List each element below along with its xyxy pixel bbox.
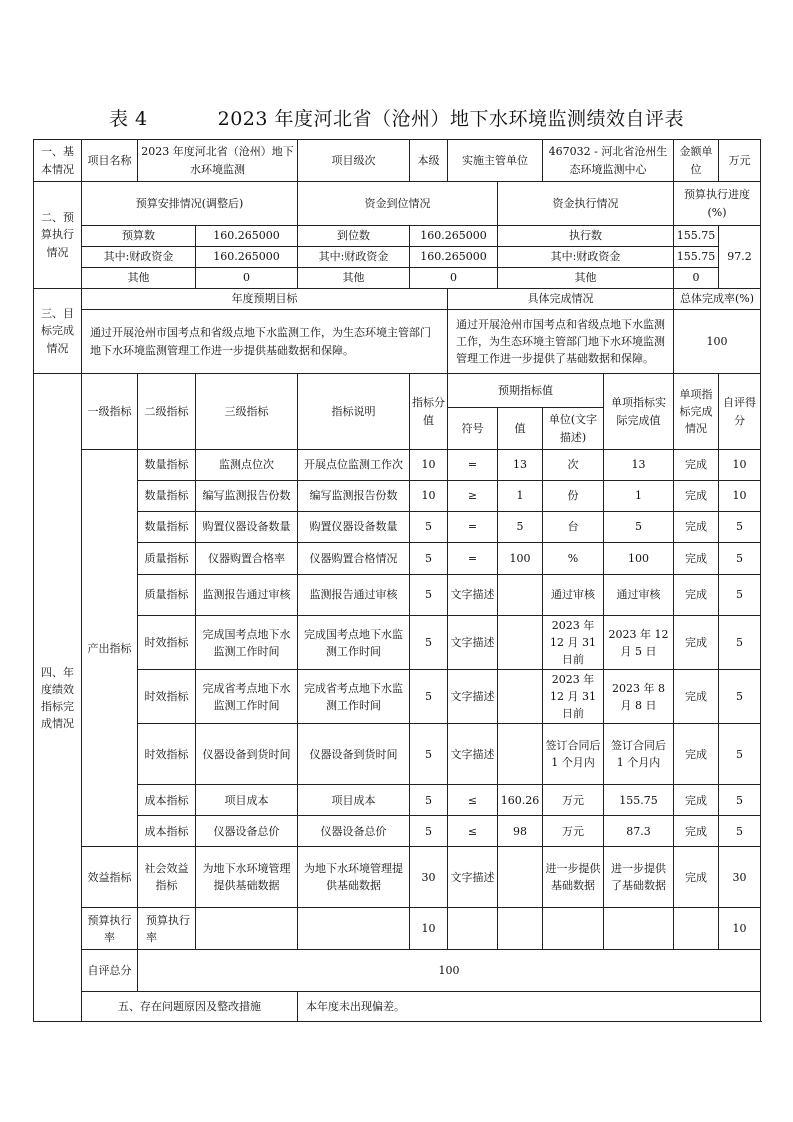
row-score: 5: [719, 785, 761, 816]
budget-arrive-header: 资金到位情况: [298, 182, 498, 226]
row-l3: 购置仪器设备数量: [196, 512, 298, 543]
row-desc: 监测报告通过审核: [298, 575, 410, 616]
row-symbol: =: [448, 543, 498, 575]
row-l2: 数量指标: [138, 450, 196, 481]
row-score: 5: [719, 670, 761, 724]
row-l2: 时效指标: [138, 670, 196, 724]
row-unit: 进一步提供基础数据: [543, 847, 604, 908]
row-value: 1: [498, 481, 543, 512]
row-unit: 份: [543, 481, 604, 512]
header-score: 自评得分: [719, 374, 761, 450]
row-desc: 完成省考点地下水监测工作时间: [298, 670, 410, 724]
row-l2: 质量指标: [138, 543, 196, 575]
budget-row-label: 其他: [298, 268, 410, 289]
unit-label: 金额单位: [674, 140, 719, 182]
row-value: 98: [498, 816, 543, 847]
section-performance: 四、年度绩效指标完成情况: [34, 374, 82, 1022]
row-weight: 10: [410, 908, 448, 950]
row-unit: 2023 年 12 月 31 日前: [543, 616, 604, 670]
row-actual: 1: [604, 481, 674, 512]
header-symbol: 符号: [448, 408, 498, 450]
header-status: 单项指标完成情况: [674, 374, 719, 450]
row-score: 10: [719, 908, 761, 950]
goal-expected: 通过开展沧州市国考点和省级点地下水监测工作，为生态环境主管部门地下水环境监测管理工作进一步提供基础数据和保障。: [82, 310, 448, 374]
row-score: 5: [719, 724, 761, 785]
row-unit: 签订合同后 1 个月内: [543, 724, 604, 785]
row-status: 完成: [674, 816, 719, 847]
row-l3: 编写监测报告份数: [196, 481, 298, 512]
row-l2: 成本指标: [138, 816, 196, 847]
row-symbol: ≤: [448, 816, 498, 847]
goal-actual: 通过开展沧州市国考点和省级点地下水监测工作，为生态环境主管部门地下水环境监测管理工作进一步提供了基础数据和保障。: [448, 310, 674, 374]
header-desc: 指标说明: [298, 374, 410, 450]
budget-row-value: 0: [674, 268, 719, 289]
budget-progress: 97.2: [719, 226, 761, 289]
project-name: 2023 年度河北省（沧州）地下水环境监测: [138, 140, 298, 182]
row-unit: %: [543, 543, 604, 575]
budget-row-label: 执行数: [498, 226, 674, 247]
row-actual: 155.75: [604, 785, 674, 816]
budget-rate-group: 预算执行率: [82, 908, 138, 950]
row-l3: 为地下水环境管理提供基础数据: [196, 847, 298, 908]
row-status: 完成: [674, 724, 719, 785]
header-l3: 三级指标: [196, 374, 298, 450]
row-status: 完成: [674, 847, 719, 908]
row-weight: 30: [410, 847, 448, 908]
row-status: 完成: [674, 543, 719, 575]
header-l2: 二级指标: [138, 374, 196, 450]
row-symbol: 文字描述: [448, 847, 498, 908]
dept-label: 实施主管单位: [448, 140, 543, 182]
row-l3: 监测点位次: [196, 450, 298, 481]
row-score: 10: [719, 481, 761, 512]
row-l2: 社会效益指标: [138, 847, 196, 908]
row-weight: 5: [410, 543, 448, 575]
row-symbol: =: [448, 450, 498, 481]
row-desc: 项目成本: [298, 785, 410, 816]
section-budget: 二、预算执行情况: [34, 182, 82, 289]
budget-row-label: 其中:财政资金: [498, 247, 674, 268]
row-weight: 5: [410, 575, 448, 616]
row-actual: 87.3: [604, 816, 674, 847]
effect-group: 效益指标: [82, 847, 138, 908]
budget-row-value: 0: [196, 268, 298, 289]
row-value: [498, 616, 543, 670]
budget-row-value: 155.75: [674, 226, 719, 247]
row-desc: 编写监测报告份数: [298, 481, 410, 512]
section-goal: 三、目标完成情况: [34, 289, 82, 374]
budget-progress-header: 预算执行进度(%): [674, 182, 761, 226]
row-l2: 数量指标: [138, 481, 196, 512]
header-expected: 预期指标值: [448, 374, 604, 408]
row-unit: 万元: [543, 816, 604, 847]
row-symbol: 文字描述: [448, 724, 498, 785]
row-unit: 万元: [543, 785, 604, 816]
row-weight: 5: [410, 785, 448, 816]
dept: 467032 - 河北省沧州生态环境监测中心: [543, 140, 674, 182]
row-value: 100: [498, 543, 543, 575]
budget-row-value: 160.265000: [196, 226, 298, 247]
project-level-label: 项目级次: [298, 140, 410, 182]
row-l3: 仪器设备到货时间: [196, 724, 298, 785]
row-value: 13: [498, 450, 543, 481]
budget-row-label: 其中:财政资金: [82, 247, 196, 268]
row-symbol: 文字描述: [448, 616, 498, 670]
row-symbol: 文字描述: [448, 575, 498, 616]
goal-expected-header: 年度预期目标: [82, 289, 448, 310]
budget-row-label: 预算数: [82, 226, 196, 247]
row-l2: 成本指标: [138, 785, 196, 816]
row-status: 完成: [674, 785, 719, 816]
goal-rate: 100: [674, 310, 761, 374]
header-value: 值: [498, 408, 543, 450]
row-weight: 10: [410, 481, 448, 512]
total-label: 自评总分: [82, 950, 138, 992]
row-value: [498, 575, 543, 616]
section-basic: 一、基本情况: [34, 140, 82, 182]
row-unit: 2023 年 12 月 31 日前: [543, 670, 604, 724]
row-score: 10: [719, 450, 761, 481]
row-desc: 仪器设备总价: [298, 816, 410, 847]
row-unit: 通过审核: [543, 575, 604, 616]
row-actual: 签订合同后 1 个月内: [604, 724, 674, 785]
issues-label: 五、存在问题原因及整改措施: [82, 992, 298, 1022]
row-actual: 2023 年 8 月 8 日: [604, 670, 674, 724]
row-weight: 5: [410, 512, 448, 543]
row-l2: 质量指标: [138, 575, 196, 616]
row-value: [498, 670, 543, 724]
row-value: [498, 847, 543, 908]
row-desc: 仪器设备到货时间: [298, 724, 410, 785]
unit: 万元: [719, 140, 761, 182]
row-desc: 购置仪器设备数量: [298, 512, 410, 543]
row-l2: 时效指标: [138, 616, 196, 670]
row-l3: 仪器购置合格率: [196, 543, 298, 575]
row-score: 5: [719, 616, 761, 670]
budget-row-label: 其他: [498, 268, 674, 289]
issues-text: 本年度未出现偏差。: [298, 992, 761, 1022]
row-actual: 100: [604, 543, 674, 575]
budget-row-value: 155.75: [674, 247, 719, 268]
row-unit: 次: [543, 450, 604, 481]
total-score: 100: [138, 950, 761, 992]
budget-row-value: 0: [410, 268, 498, 289]
row-symbol: ≤: [448, 785, 498, 816]
budget-row-value: 160.265000: [196, 247, 298, 268]
row-symbol: 文字描述: [448, 670, 498, 724]
header-weight: 指标分值: [410, 374, 448, 450]
header-l1: 一级指标: [82, 374, 138, 450]
goal-rate-header: 总体完成率(%): [674, 289, 761, 310]
row-score: 5: [719, 575, 761, 616]
row-actual: 进一步提供了基础数据: [604, 847, 674, 908]
budget-row-value: 160.265000: [410, 226, 498, 247]
row-l3: 完成省考点地下水监测工作时间: [196, 670, 298, 724]
row-unit: 台: [543, 512, 604, 543]
row-symbol: =: [448, 512, 498, 543]
row-desc: 完成国考点地下水监测工作时间: [298, 616, 410, 670]
table-title: 2023 年度河北省（沧州）地下水环境监测绩效自评表: [217, 108, 685, 130]
row-score: 5: [719, 816, 761, 847]
row-actual: 13: [604, 450, 674, 481]
row-status: 完成: [674, 450, 719, 481]
header-unit: 单位(文字描述): [543, 408, 604, 450]
budget-row-label: 其中:财政资金: [298, 247, 410, 268]
goal-actual-header: 具体完成情况: [448, 289, 674, 310]
output-group: 产出指标: [82, 450, 138, 847]
header-actual: 单项指标实际完成值: [604, 374, 674, 450]
row-actual: 5: [604, 512, 674, 543]
row-weight: 5: [410, 724, 448, 785]
budget-row-label: 到位数: [298, 226, 410, 247]
row-value: 5: [498, 512, 543, 543]
row-desc: 仪器购置合格情况: [298, 543, 410, 575]
row-l3: 仪器设备总价: [196, 816, 298, 847]
budget-row-value: 160.265000: [410, 247, 498, 268]
row-weight: 5: [410, 816, 448, 847]
row-actual: 2023 年 12 月 5 日: [604, 616, 674, 670]
project-level: 本级: [410, 140, 448, 182]
table-number: 表 4: [108, 108, 148, 130]
row-l3: 监测报告通过审核: [196, 575, 298, 616]
row-weight: 5: [410, 670, 448, 724]
row-actual: 通过审核: [604, 575, 674, 616]
row-score: 5: [719, 512, 761, 543]
row-weight: 10: [410, 450, 448, 481]
row-l3: 项目成本: [196, 785, 298, 816]
budget-exec-header: 资金执行情况: [498, 182, 674, 226]
row-score: 5: [719, 543, 761, 575]
row-status: 完成: [674, 670, 719, 724]
row-symbol: ≥: [448, 481, 498, 512]
row-status: 完成: [674, 481, 719, 512]
row-value: [498, 724, 543, 785]
row-l2: 时效指标: [138, 724, 196, 785]
row-status: 完成: [674, 616, 719, 670]
budget-row-label: 其他: [82, 268, 196, 289]
row-l2: 预算执行率: [138, 908, 196, 950]
row-status: 完成: [674, 512, 719, 543]
row-weight: 5: [410, 616, 448, 670]
page-title: [0, 104, 793, 131]
row-value: 160.26: [498, 785, 543, 816]
row-desc: 开展点位监测工作次: [298, 450, 410, 481]
row-status: 完成: [674, 575, 719, 616]
row-score: 30: [719, 847, 761, 908]
evaluation-table: [33, 139, 761, 1022]
row-desc: 为地下水环境管理提供基础数据: [298, 847, 410, 908]
row-l3: 完成国考点地下水监测工作时间: [196, 616, 298, 670]
row-l2: 数量指标: [138, 512, 196, 543]
budget-plan-header: 预算安排情况(调整后): [82, 182, 298, 226]
project-name-label: 项目名称: [82, 140, 138, 182]
